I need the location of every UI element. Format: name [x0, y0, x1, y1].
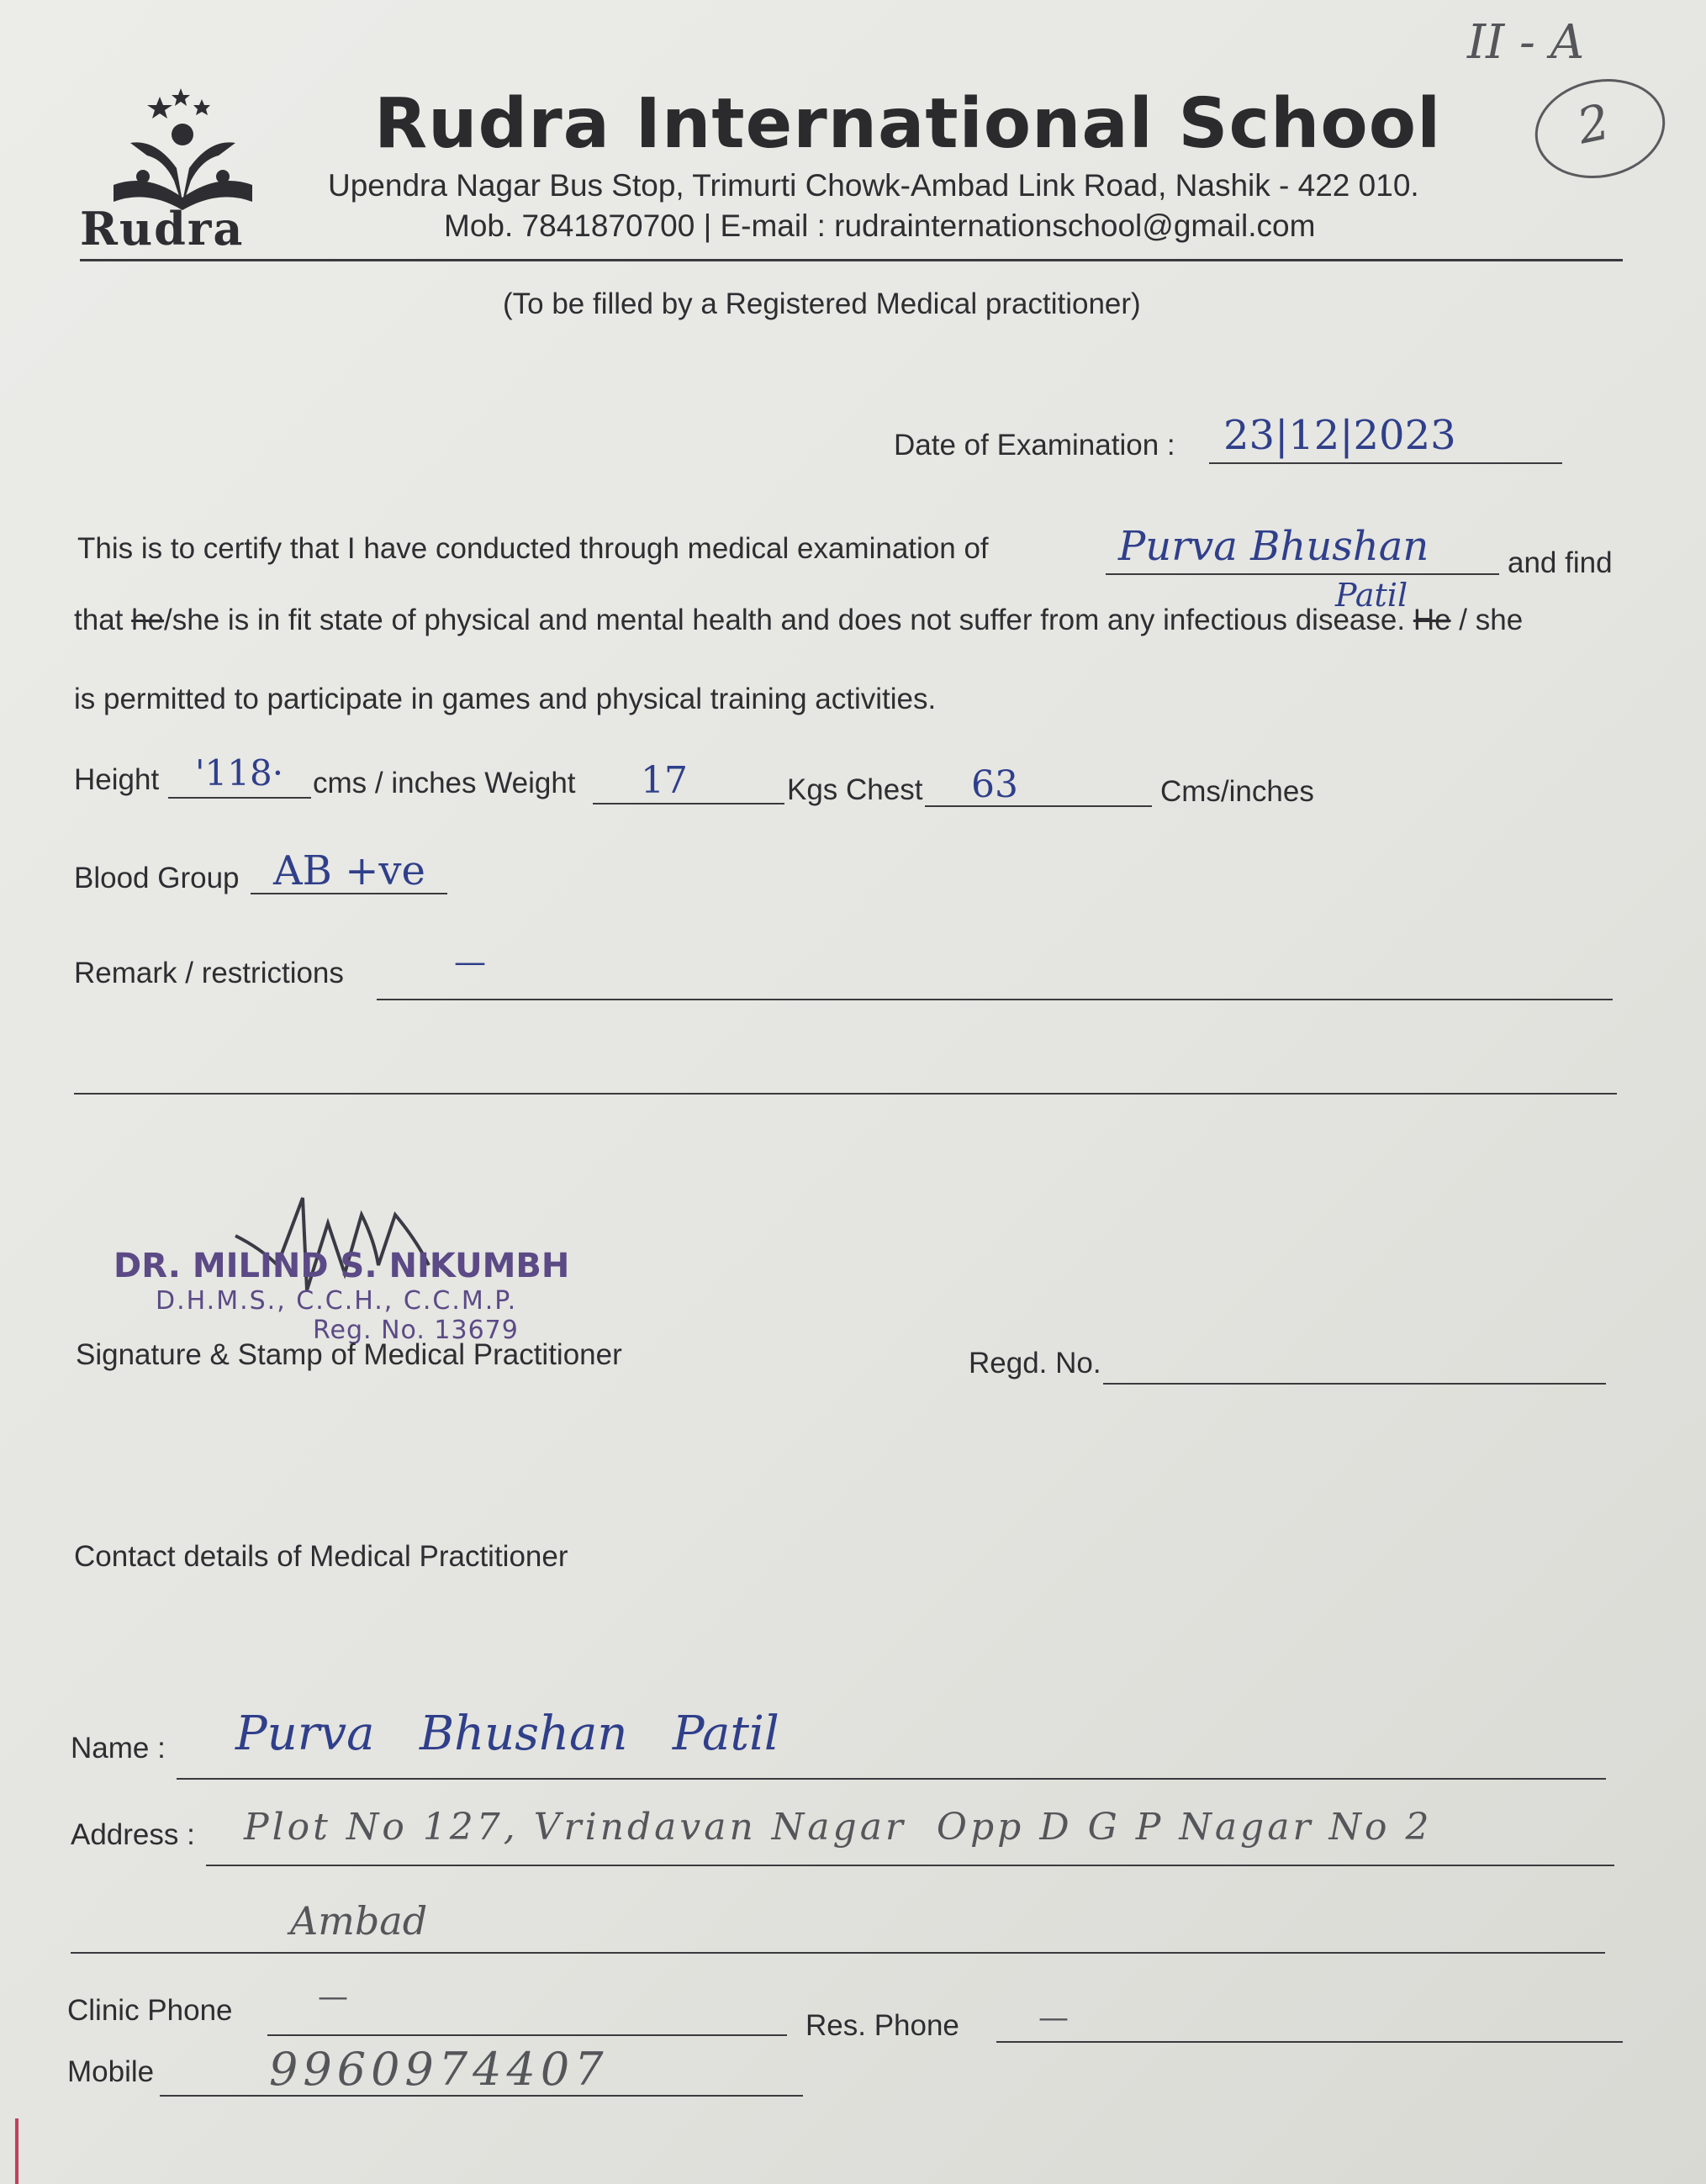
remarks-label: Remark / restrictions — [74, 957, 344, 989]
height-label: Height — [74, 763, 160, 796]
clinic-phone-label: Clinic Phone — [67, 1994, 233, 2027]
exam-date-value: 23|12|2023 — [1223, 412, 1456, 459]
contact-address-label: Address : — [71, 1818, 195, 1851]
student-name-line — [1106, 573, 1499, 575]
contact-name-value: Purva Bhushan Patil — [235, 1707, 779, 1761]
margin-ink-mark — [15, 2118, 18, 2184]
contact-name-line — [177, 1778, 1606, 1780]
header-divider — [80, 259, 1623, 261]
stamp-qualifications: D.H.M.S., C.C.H., C.C.M.P. — [156, 1286, 518, 1316]
blood-group-line — [251, 893, 447, 894]
student-name-value: Purva Bhushan — [1118, 523, 1429, 570]
school-address: Upendra Nagar Bus Stop, Trimurti Chowk-Ambad Link Road, Nashik - 422 010. — [328, 168, 1419, 203]
contact-heading: Contact details of Medical Practitioner — [74, 1540, 568, 1573]
clinic-phone-line — [267, 2034, 787, 2036]
res-phone-label: Res. Phone — [805, 2009, 959, 2042]
certificate-line1: This is to certify that I have conducted through medical examination of — [77, 532, 989, 565]
chest-line — [925, 805, 1152, 807]
regd-no-line — [1103, 1383, 1606, 1385]
blood-group-value: AB +ve — [273, 847, 425, 894]
blood-group-label: Blood Group — [74, 862, 240, 894]
height-line — [168, 797, 311, 799]
exam-date-label: Date of Examination : — [894, 429, 1175, 462]
height-value: '118· — [195, 752, 284, 794]
logo-text: Rudra — [80, 202, 245, 256]
certificate-and-find: and find — [1508, 546, 1613, 579]
height-unit-weight-label: cms / inches Weight — [313, 767, 576, 799]
contact-address-line-2 — [71, 1952, 1605, 1954]
mobile-value: 9960974407 — [269, 2043, 609, 2096]
student-name-value-line2: Patil — [1335, 577, 1408, 614]
circled-number-mark: 2 — [1526, 67, 1675, 190]
class-section-mark: II - A — [1467, 15, 1585, 70]
weight-line — [593, 803, 784, 804]
stamp-reg-no: Reg. No. 13679 — [313, 1316, 519, 1345]
instruction-text: (To be filled by a Registered Medical practitioner) — [503, 288, 1141, 320]
chest-unit: Cms/inches — [1160, 775, 1314, 808]
mobile-line — [160, 2095, 803, 2097]
remarks-value: — — [454, 943, 486, 980]
exam-date-line — [1209, 462, 1562, 464]
regd-no-label: Regd. No. — [969, 1347, 1101, 1380]
weight-unit-chest-label: Kgs Chest — [787, 773, 923, 806]
contact-address-value-line2: Ambad — [290, 1898, 428, 1944]
signature-label: Signature & Stamp of Medical Practitioner — [76, 1338, 622, 1371]
logo-emblem-icon — [80, 84, 273, 210]
res-phone-value: — — [1038, 2001, 1069, 2035]
remarks-line — [377, 999, 1613, 1000]
certificate-line3: is permitted to participate in games and physical training activities. — [74, 683, 937, 715]
res-phone-line — [996, 2041, 1623, 2043]
clinic-phone-value: — — [318, 1980, 348, 2014]
mobile-label: Mobile — [67, 2055, 155, 2088]
remarks-line-2 — [74, 1093, 1617, 1095]
contact-address-line — [206, 1865, 1614, 1866]
stamp-doctor-name: DR. MILIND S. NIKUMBH — [114, 1247, 570, 1285]
contact-name-label: Name : — [71, 1732, 166, 1765]
school-logo — [80, 84, 273, 256]
chest-value: 63 — [971, 763, 1018, 806]
weight-value: 17 — [641, 759, 688, 802]
school-name: Rudra International School — [374, 84, 1442, 164]
certificate-line2: that he/she is in fit state of physical and mental health and does not suffer from any infectious disease. He / she — [74, 604, 1524, 636]
contact-address-value: Plot No 127, Vrindavan Nagar Opp D G P Nagar No 2 — [244, 1806, 1433, 1849]
school-contact: Mob. 7841870700 | E-mail : rudrainternationschool@gmail.com — [444, 208, 1316, 243]
